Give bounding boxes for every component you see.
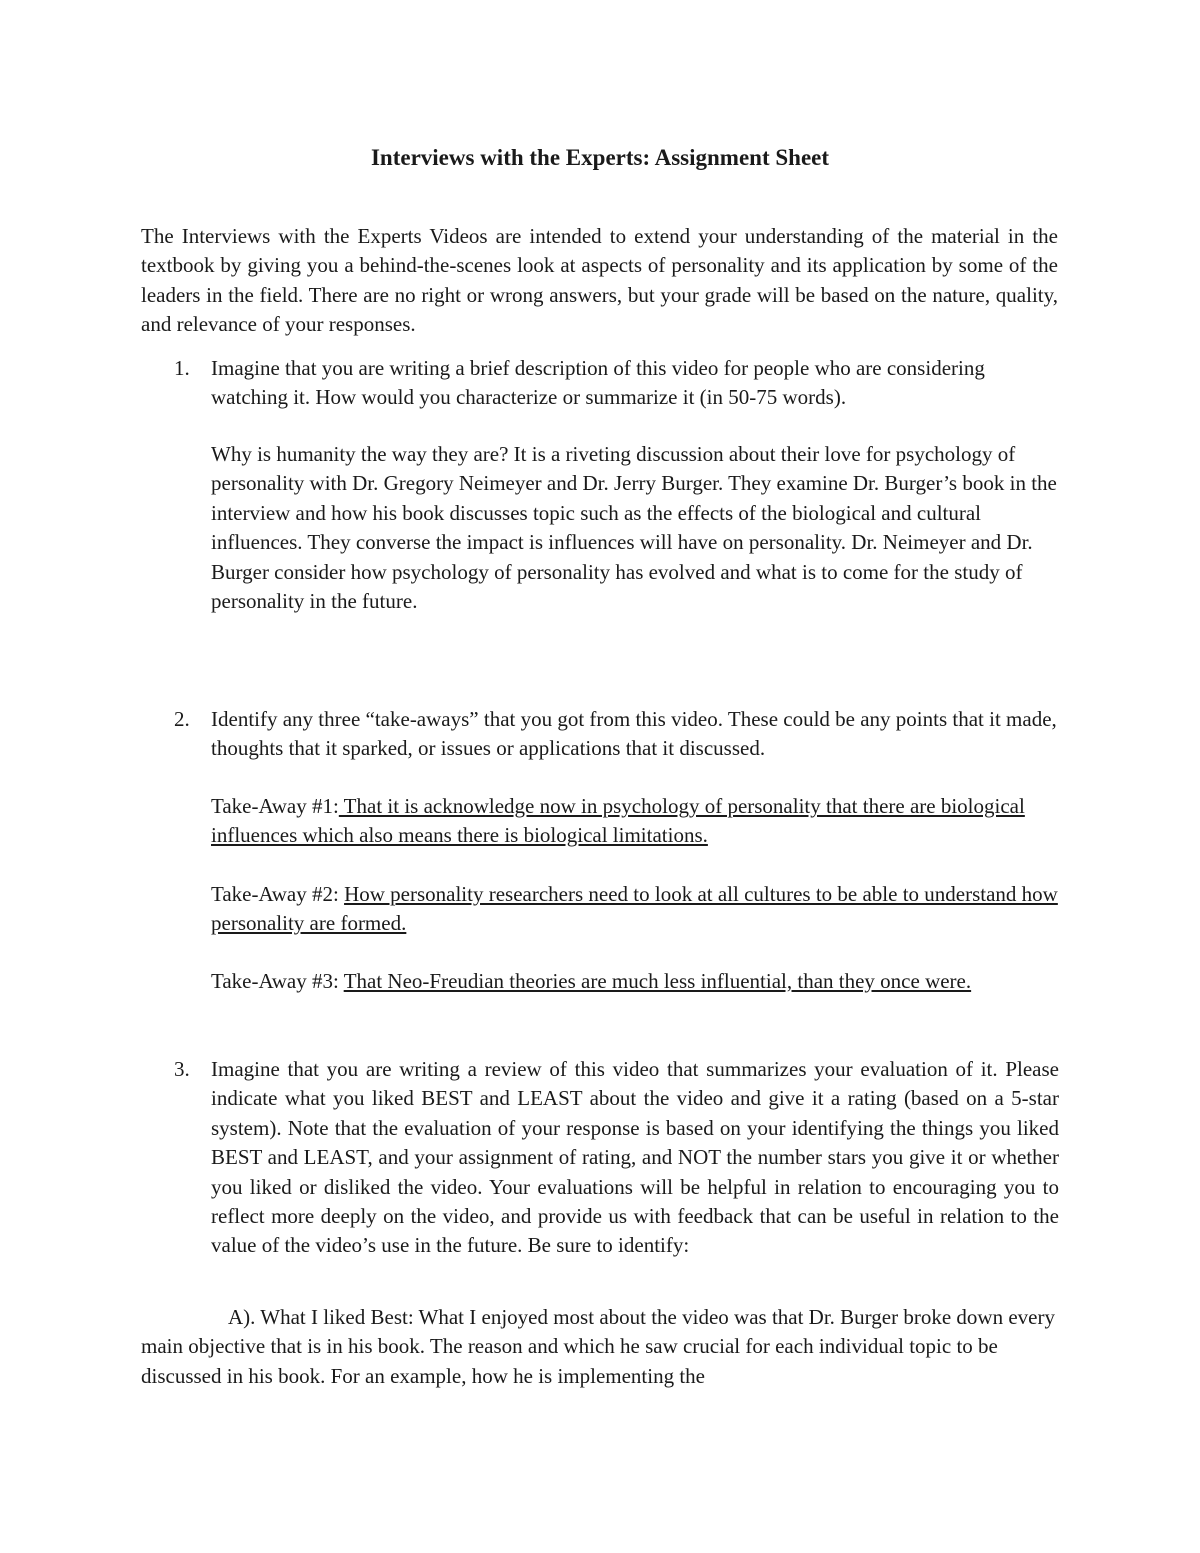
question-3-prompt: Imagine that you are writing a review of this video that summarizes your evaluation of it. Please indicate what you liked BEST and LEAST about the video and give it a rating (based on a 5-star system). Note that the evaluation of your response is based on your identifying the things you liked BEST and LEAST, and your assignment of rating, and NOT the number stars you give it or whether you liked or disliked the video. Your evaluations will be helpful in relation to encouraging you to reflect more deeply on the video, and provide us with feedback that can be useful in relation to the value of the video’s use in the future. Be sure to identify: xyxy=(211,1057,1059,1258)
question-2-number: 2. xyxy=(174,707,190,731)
answer-a-liked-best xyxy=(141,1303,1058,1391)
question-1-prompt: Imagine that you are writing a brief description of this video for people who are considering watching it. How would you characterize or summarize it (in 50-75 words). xyxy=(211,356,985,410)
intro-paragraph: The Interviews with the Experts Videos are intended to extend your understanding of the material in the textbook by giving you a behind-the-scenes look at aspects of personality and its application by some of the leaders in the field. There are no right or wrong answers, but your grade will be based on the nature, quality, and relevance of your responses. xyxy=(141,224,1058,337)
takeaway-3 xyxy=(211,967,1059,996)
answer-a-text: A). What I liked Best: What I enjoyed most about the video was that Dr. Burger broke down every main objective that is in his book. The reason and which he saw crucial for each individual topic to be discussed in his book. For an example, how he is implementing the xyxy=(141,1305,1055,1388)
question-3-number: 3. xyxy=(174,1057,190,1081)
question-2-prompt: Identify any three “take-aways” that you got from this video. These could be any points that it made, thoughts that it sparked, or issues or applications that it discussed. xyxy=(211,707,1057,761)
question-1-number: 1. xyxy=(174,356,190,380)
takeaway-2-text: How personality researchers need to look at all cultures to be able to understand how personality are formed. xyxy=(211,882,1058,936)
takeaway-3-label: Take-Away #3: xyxy=(211,969,344,993)
question-1-answer: Why is humanity the way they are? It is a riveting discussion about their love for psychology of personality with Dr. Gregory Neimeyer and Dr. Jerry Burger. They examine Dr. Burger’s book in the interview and how his book discusses topic such as the effects of the biological and cultural influences. They converse the impact is influences will have on personality. Dr. Neimeyer and Dr. Burger consider how psychology of personality has evolved and what is to come for the study of personality in the future. xyxy=(211,442,1057,614)
document-title: Interviews with the Experts: Assignment Sheet xyxy=(370,145,830,170)
takeaway-1 xyxy=(211,792,1059,851)
takeaway-2-label: Take-Away #2: xyxy=(211,882,345,906)
takeaway-1-label: Take-Away #1: xyxy=(211,794,339,818)
takeaway-3-text: That Neo-Freudian theories are much less influential, than they once were. xyxy=(343,969,972,993)
takeaway-2 xyxy=(211,880,1059,939)
takeaway-1-text: That it is acknowledge now in psychology of personality that there are biological influences which also means there is biological limitations. xyxy=(211,794,1025,848)
